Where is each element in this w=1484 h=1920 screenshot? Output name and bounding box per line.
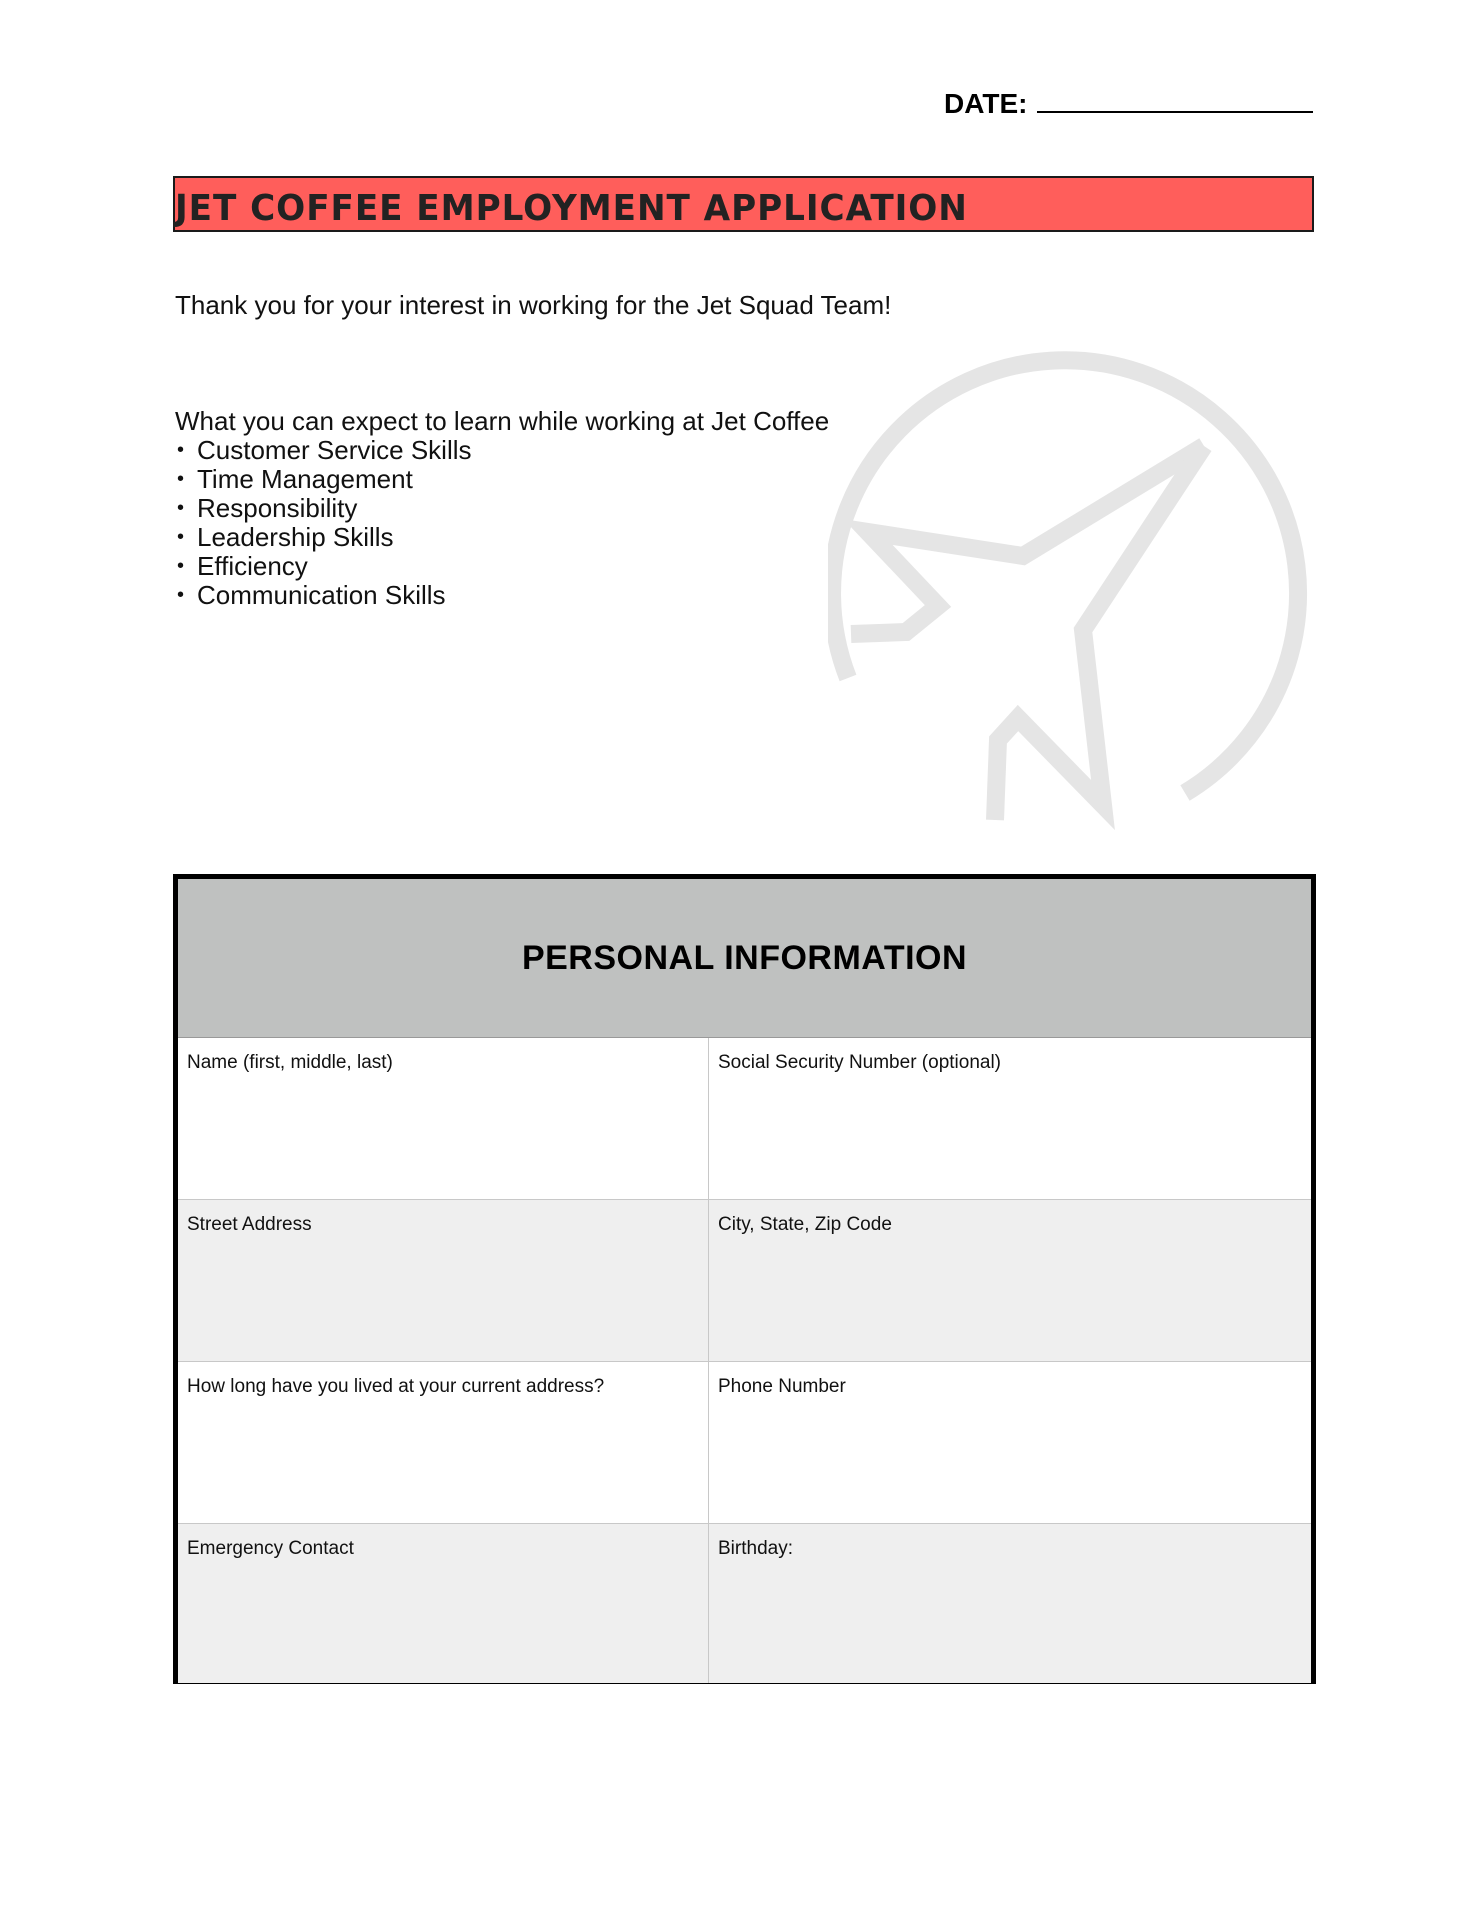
field-label: How long have you lived at your current address? [187, 1376, 605, 1397]
skill-item: • Customer Service Skills [175, 436, 829, 465]
date-label: DATE: [944, 88, 1028, 119]
date-field[interactable] [944, 88, 1313, 120]
emergency-contact-field[interactable] [178, 1524, 709, 1683]
skills-list [175, 436, 829, 610]
field-label: Birthday: [718, 1538, 793, 1559]
skill-item: • Time Management [175, 465, 829, 494]
field-label: Street Address [187, 1214, 312, 1235]
ssn-field[interactable] [709, 1038, 1311, 1199]
skill-item: • Responsibility [175, 494, 829, 523]
field-label: Phone Number [718, 1376, 846, 1397]
section-header [178, 879, 1311, 1038]
skill-item: • Efficiency [175, 552, 829, 581]
form-row [178, 1524, 1311, 1683]
skill-item: • Leadership Skills [175, 523, 829, 552]
form-row [178, 1362, 1311, 1524]
phone-number-field[interactable] [709, 1362, 1311, 1523]
date-blank-line[interactable] [1037, 89, 1313, 113]
form-row [178, 1200, 1311, 1362]
page-title: JET COFFEE EMPLOYMENT APPLICATION [175, 188, 968, 229]
form-row [178, 1038, 1311, 1200]
name-field[interactable] [178, 1038, 709, 1199]
field-label: Emergency Contact [187, 1538, 354, 1559]
birthday-field[interactable] [709, 1524, 1311, 1683]
field-label: Name (first, middle, last) [187, 1052, 393, 1073]
residence-duration-field[interactable] [178, 1362, 709, 1523]
learn-section [175, 407, 829, 610]
city-state-zip-field[interactable] [709, 1200, 1311, 1361]
personal-information-form [173, 874, 1316, 1684]
learn-heading: What you can expect to learn while working at Jet Coffee [175, 406, 830, 436]
skill-item: • Communication Skills [175, 581, 829, 610]
street-address-field[interactable] [178, 1200, 709, 1361]
jet-logo-watermark-icon [828, 340, 1318, 830]
section-title: PERSONAL INFORMATION [521, 938, 968, 977]
thank-you-text: Thank you for your interest in working for the Jet Squad Team! [175, 290, 892, 320]
title-banner [173, 176, 1314, 232]
field-label: City, State, Zip Code [718, 1214, 892, 1235]
field-label: Social Security Number (optional) [718, 1052, 1002, 1073]
